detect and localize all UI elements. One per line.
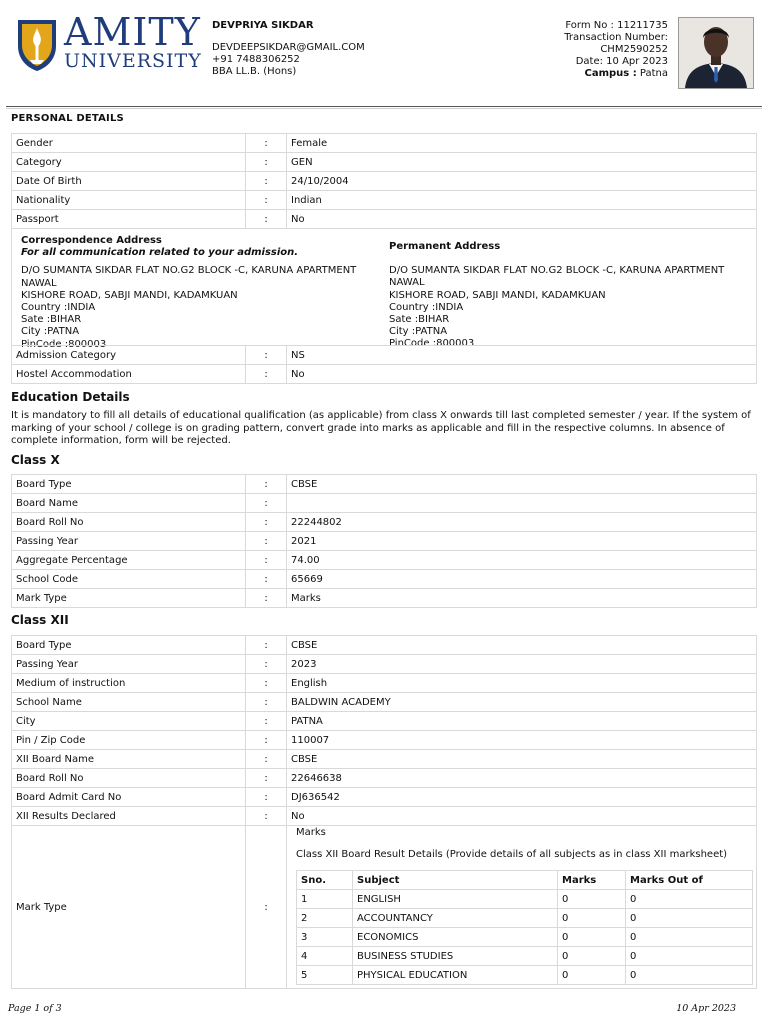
education-instructions: It is mandatory to fill all details of educational qualification (as applicable) from class X onwards till last completed semester / year. If the system of marking of your school / college is on grading pattern, convert grade into marks as applicable and fill in the respective columns. In absence of complete information, form will be rejected.	[11, 410, 751, 446]
class-x-table	[11, 474, 757, 608]
subject-marks-out-of: 0	[626, 966, 753, 985]
subject-name: PHYSICAL EDUCATION	[353, 966, 558, 985]
address-line: Country :INDIA	[21, 302, 96, 314]
table-row	[12, 674, 757, 693]
field-label: Admission Category	[12, 346, 246, 365]
address-line: PinCode :800003	[389, 338, 475, 350]
field-label: Mark Type	[12, 826, 246, 989]
subject-marks: 0	[558, 928, 626, 947]
field-label: Nationality	[12, 191, 246, 210]
field-label: XII Results Declared	[12, 807, 246, 826]
correspondence-address-title: Correspondence Address	[21, 235, 162, 246]
field-label: Gender	[12, 134, 246, 153]
permanent-address-title: Permanent Address	[389, 241, 501, 252]
field-label: Board Type	[12, 475, 246, 494]
field-value	[287, 494, 757, 513]
column-header: Marks Out of	[626, 871, 753, 890]
field-separator: :	[246, 153, 287, 172]
field-separator: :	[246, 134, 287, 153]
field-separator: :	[246, 750, 287, 769]
applicant-phone: +91 7488306252	[212, 54, 300, 65]
permanent-address	[389, 235, 751, 351]
subject-marks: 0	[558, 947, 626, 966]
address-line: KISHORE ROAD, SABJI MANDI, KADAMKUAN	[21, 289, 238, 301]
subject-marks: 0	[558, 890, 626, 909]
field-value: GEN	[287, 153, 757, 172]
footer-date: 10 Apr 2023	[676, 1003, 736, 1014]
field-label: Pin / Zip Code	[12, 731, 246, 750]
table-row	[12, 134, 757, 153]
address-line: Sate :BIHAR	[21, 314, 82, 326]
field-value: Female	[287, 134, 757, 153]
applicant-email: DEVDEEPSIKDAR@GMAIL.COM	[212, 42, 365, 53]
address-line: Sate :BIHAR	[389, 314, 450, 326]
subjects-header-row	[297, 871, 753, 890]
field-value: No	[287, 210, 757, 229]
subject-sno: 4	[297, 947, 353, 966]
field-separator: :	[246, 365, 287, 384]
column-header: Subject	[353, 871, 558, 890]
subject-sno: 2	[297, 909, 353, 928]
field-separator: :	[246, 191, 287, 210]
address-line: KISHORE ROAD, SABJI MANDI, KADAMKUAN	[389, 289, 606, 301]
field-separator: :	[246, 769, 287, 788]
field-value: CBSE	[287, 636, 757, 655]
applicant-program: BBA LL.B. (Hons)	[212, 66, 297, 77]
address-line: City :PATNA	[389, 326, 448, 338]
table-row	[12, 532, 757, 551]
column-header: Marks	[558, 871, 626, 890]
table-row	[297, 890, 753, 909]
field-separator: :	[246, 788, 287, 807]
subject-marks-out-of: 0	[626, 909, 753, 928]
column-header: Sno.	[297, 871, 353, 890]
table-row	[297, 966, 753, 985]
field-value: Indian	[287, 191, 757, 210]
field-separator: :	[246, 589, 287, 608]
field-label: Board Admit Card No	[12, 788, 246, 807]
table-row	[12, 475, 757, 494]
table-row	[12, 636, 757, 655]
table-row	[297, 928, 753, 947]
education-details-heading: Education Details	[11, 390, 130, 404]
subject-name: ENGLISH	[353, 890, 558, 909]
field-separator: :	[246, 532, 287, 551]
field-separator: :	[246, 513, 287, 532]
field-separator: :	[246, 551, 287, 570]
campus-label: Campus :	[584, 68, 637, 79]
correspondence-address-note: For all communication related to your admission.	[21, 247, 299, 259]
subject-name: BUSINESS STUDIES	[353, 947, 558, 966]
field-value: 2021	[287, 532, 757, 551]
table-row	[12, 551, 757, 570]
class-x-heading: Class X	[11, 453, 60, 467]
address-line: D/O SUMANTA SIKDAR FLAT NO.G2 BLOCK -C, KARUNA APARTMENT NAWAL	[389, 265, 725, 289]
field-value: 22646638	[287, 769, 757, 788]
field-value: NS	[287, 346, 757, 365]
field-separator: :	[246, 494, 287, 513]
field-value: No	[287, 365, 757, 384]
header-divider-shadow	[6, 108, 762, 109]
logo-wordmark-university: UNIVERSITY	[64, 50, 202, 72]
field-value: CBSE	[287, 475, 757, 494]
form-date: Date: 10 Apr 2023	[575, 56, 668, 67]
table-row	[12, 172, 757, 191]
header-divider	[6, 106, 762, 107]
field-separator: :	[246, 210, 287, 229]
subject-marks-out-of: 0	[626, 947, 753, 966]
field-separator: :	[246, 826, 287, 989]
subject-marks: 0	[558, 909, 626, 928]
subjects-table	[296, 870, 753, 985]
field-separator: :	[246, 346, 287, 365]
field-separator: :	[246, 674, 287, 693]
table-row	[12, 769, 757, 788]
subject-marks-out-of: 0	[626, 890, 753, 909]
subject-marks: 0	[558, 966, 626, 985]
field-value: No	[287, 807, 757, 826]
table-row	[12, 210, 757, 229]
subject-sno: 3	[297, 928, 353, 947]
field-label: Board Name	[12, 494, 246, 513]
applicant-photo	[678, 17, 754, 89]
field-separator: :	[246, 712, 287, 731]
field-label: Hostel Accommodation	[12, 365, 246, 384]
field-value: 65669	[287, 570, 757, 589]
table-row	[12, 712, 757, 731]
table-row	[297, 909, 753, 928]
table-row	[12, 191, 757, 210]
field-separator: :	[246, 807, 287, 826]
subject-marks-out-of: 0	[626, 928, 753, 947]
field-label: Passport	[12, 210, 246, 229]
field-label: School Code	[12, 570, 246, 589]
form-number: Form No : 11211735	[565, 20, 668, 31]
field-separator: :	[246, 655, 287, 674]
page-number: Page 1 of 3	[8, 1003, 62, 1014]
field-label: Passing Year	[12, 532, 246, 551]
field-label: Aggregate Percentage	[12, 551, 246, 570]
result-details-note: Class XII Board Result Details (Provide details of all subjects as in class XII marksheet)	[296, 849, 728, 860]
field-value: English	[287, 674, 757, 693]
table-row	[12, 693, 757, 712]
field-label: Board Roll No	[12, 769, 246, 788]
address-line: D/O SUMANTA SIKDAR FLAT NO.G2 BLOCK -C, KARUNA APARTMENT NAWAL	[21, 265, 357, 289]
field-value: Marks	[287, 589, 757, 608]
table-row	[12, 346, 757, 365]
field-separator: :	[246, 570, 287, 589]
address-line: PinCode :800003	[21, 338, 107, 350]
field-label: Board Type	[12, 636, 246, 655]
table-row	[12, 365, 757, 384]
field-value: CBSE	[287, 750, 757, 769]
subject-sno: 1	[297, 890, 353, 909]
table-row	[12, 655, 757, 674]
amity-shield-logo	[16, 18, 58, 72]
table-row	[12, 589, 757, 608]
form-meta	[564, 20, 668, 80]
campus	[564, 68, 668, 80]
table-row	[12, 153, 757, 172]
subject-name: ECONOMICS	[353, 928, 558, 947]
table-row	[12, 750, 757, 769]
field-label: Medium of instruction	[12, 674, 246, 693]
personal-details-heading: PERSONAL DETAILS	[11, 113, 124, 124]
field-value: 24/10/2004	[287, 172, 757, 191]
field-value: 74.00	[287, 551, 757, 570]
field-separator: :	[246, 475, 287, 494]
address-block	[11, 228, 757, 350]
field-label: School Name	[12, 693, 246, 712]
field-value: PATNA	[287, 712, 757, 731]
table-row	[12, 731, 757, 750]
field-value: 22244802	[287, 513, 757, 532]
campus-value: Patna	[639, 68, 668, 79]
field-separator: :	[246, 172, 287, 191]
field-separator: :	[246, 636, 287, 655]
field-label: Passing Year	[12, 655, 246, 674]
transaction-label: Transaction Number:	[564, 32, 668, 43]
class-xii-heading: Class XII	[11, 613, 69, 627]
field-label: Mark Type	[12, 589, 246, 608]
table-row	[297, 947, 753, 966]
field-value: DJ636542	[287, 788, 757, 807]
table-row	[12, 513, 757, 532]
table-row	[12, 807, 757, 826]
correspondence-address	[21, 235, 383, 351]
table-row	[12, 494, 757, 513]
address-line: Country :INDIA	[389, 301, 464, 313]
field-separator: :	[246, 693, 287, 712]
table-row	[12, 570, 757, 589]
mark-type-value: Marks	[296, 827, 326, 838]
applicant-info	[212, 20, 365, 78]
field-label: Board Roll No	[12, 513, 246, 532]
field-separator: :	[246, 731, 287, 750]
logo-wordmark-amity: AMITY	[64, 10, 201, 54]
field-label: XII Board Name	[12, 750, 246, 769]
subject-sno: 5	[297, 966, 353, 985]
field-value: 110007	[287, 731, 757, 750]
field-value: 2023	[287, 655, 757, 674]
applicant-name: DEVPRIYA SIKDAR	[212, 20, 314, 31]
admission-details-table	[11, 345, 757, 384]
personal-details-table	[11, 133, 757, 229]
transaction-number: CHM2590252	[600, 44, 668, 55]
address-line: City :PATNA	[21, 326, 80, 338]
subject-name: ACCOUNTANCY	[353, 909, 558, 928]
field-label: City	[12, 712, 246, 731]
table-row	[12, 788, 757, 807]
field-value: BALDWIN ACADEMY	[287, 693, 757, 712]
field-label: Date Of Birth	[12, 172, 246, 191]
field-label: Category	[12, 153, 246, 172]
